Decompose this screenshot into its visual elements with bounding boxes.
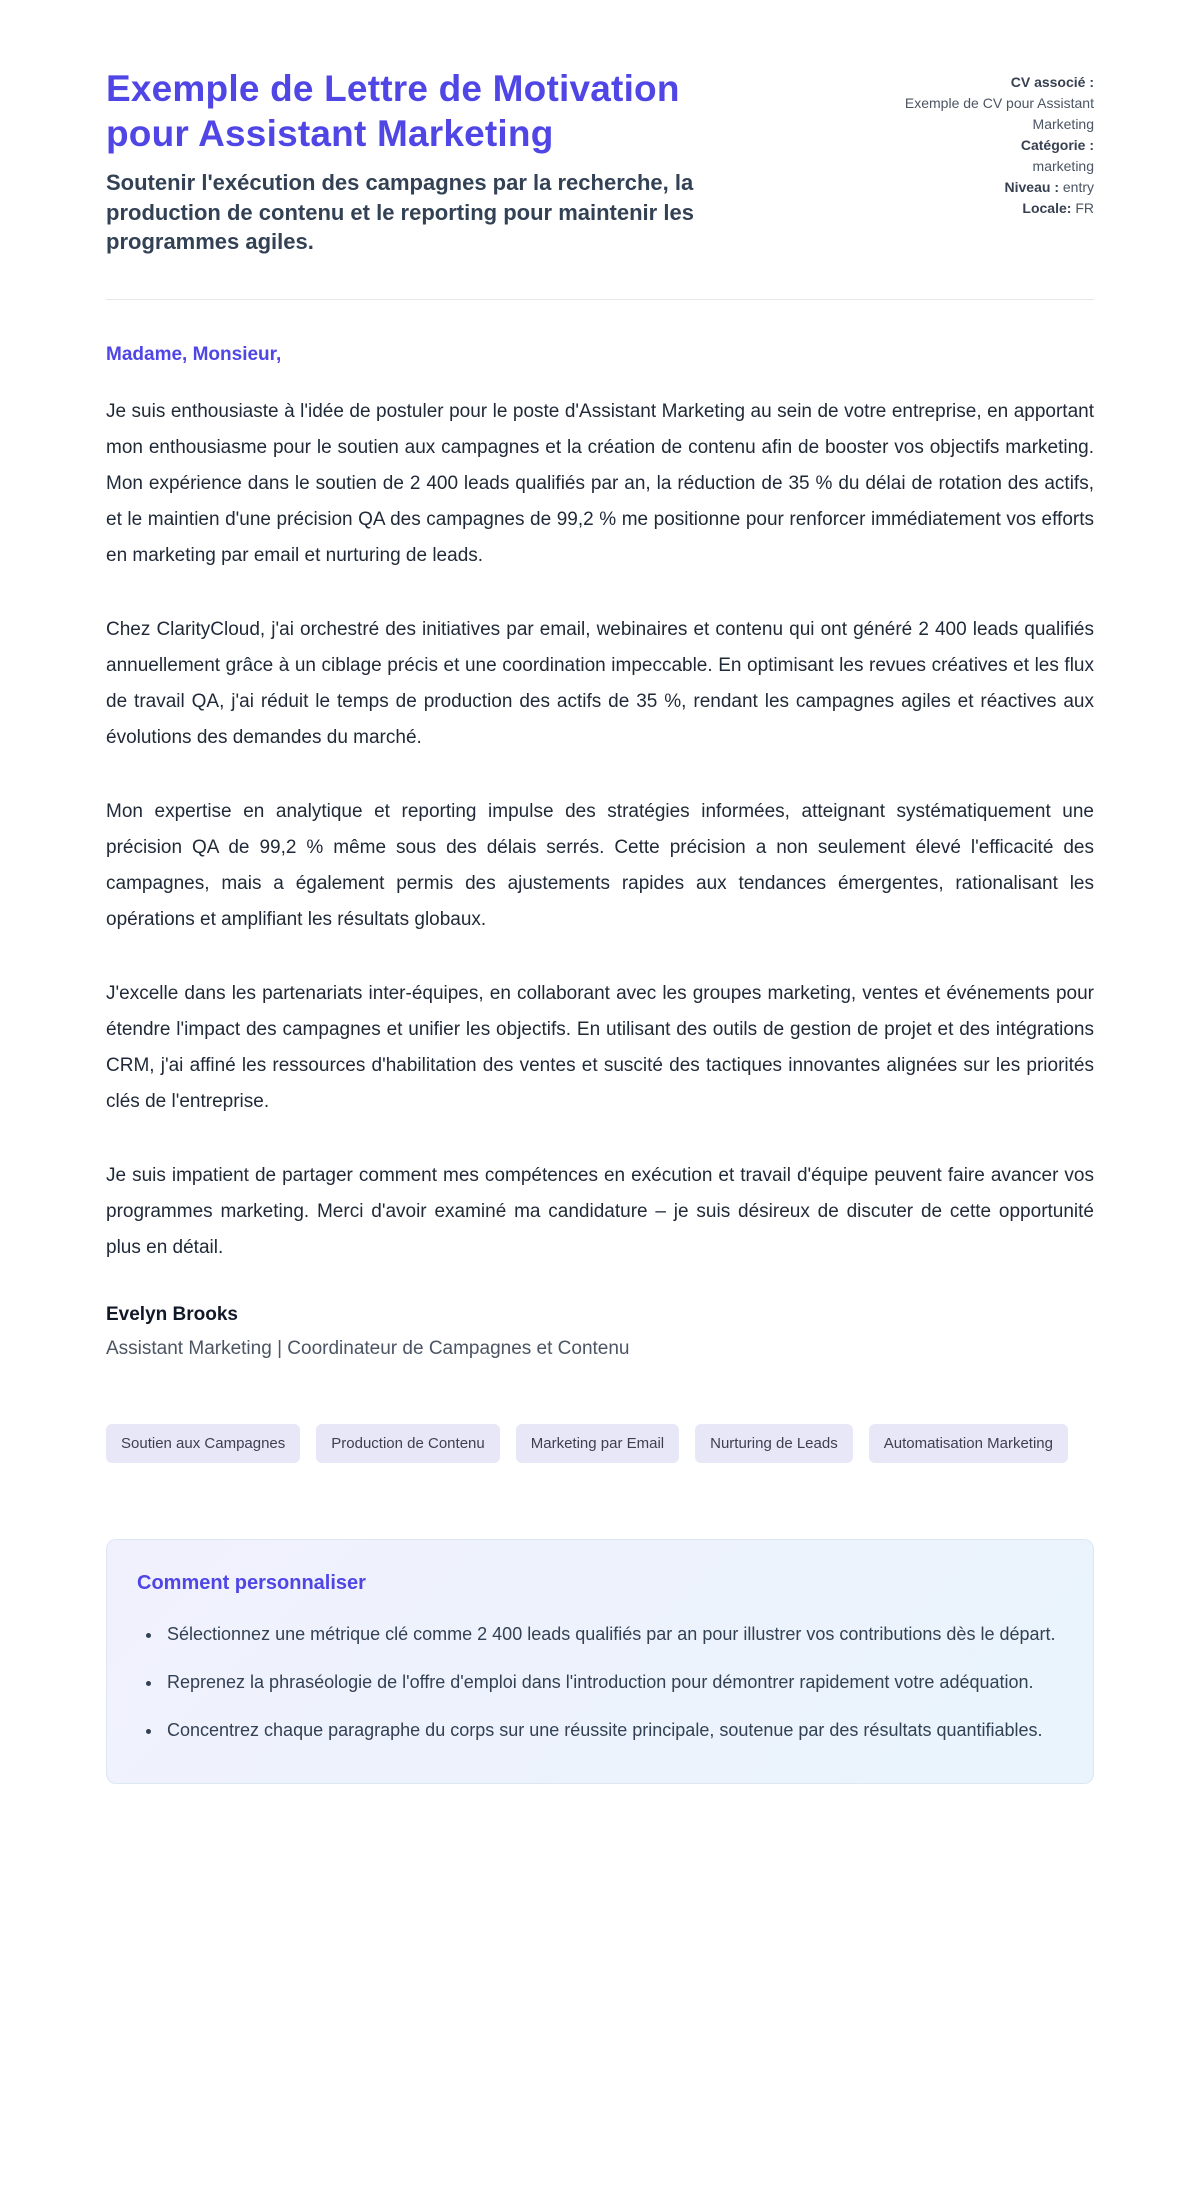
letter-body xyxy=(106,344,1094,1360)
meta-locale-value: FR xyxy=(1075,200,1094,216)
tips-title: Comment personnaliser xyxy=(137,1571,366,1594)
header-divider xyxy=(106,299,1094,300)
doc-header xyxy=(106,66,1094,257)
tag-lead-nurturing: Nurturing de Leads xyxy=(695,1424,853,1463)
tip-item-1: • Sélectionnez une métrique clé comme 2 400 leads qualifiés par an pour illustrer vos contributions dès le départ. xyxy=(163,1617,1063,1651)
tips-list xyxy=(137,1617,1063,1747)
header-main xyxy=(106,66,756,257)
tip-item-3: • Concentrez chaque paragraphe du corps sur une réussite principale, soutenue par des résultats quantifiables. xyxy=(163,1713,1063,1747)
tag-marketing-automation: Automatisation Marketing xyxy=(869,1424,1068,1463)
signature-role: Assistant Marketing | Coordinateur de Campagnes et Contenu xyxy=(106,1337,630,1359)
tag-list xyxy=(106,1424,1094,1463)
meta-category-label: Catégorie : xyxy=(1020,137,1094,153)
meta-panel xyxy=(904,66,1094,257)
salutation: Madame, Monsieur, xyxy=(106,343,282,365)
tag-campaign-support: Soutien aux Campagnes xyxy=(106,1424,300,1463)
tips-box xyxy=(106,1539,1094,1784)
signature-name: Evelyn Brooks xyxy=(106,1303,238,1325)
tag-email-marketing: Marketing par Email xyxy=(516,1424,679,1463)
tip-item-2: • Reprenez la phraséologie de l'offre d'emploi dans l'introduction pour démontrer rapidement votre adéquation. xyxy=(163,1665,1063,1699)
page-title: Exemple de Lettre de Motivation pour Assistant Marketing xyxy=(106,68,680,155)
meta-cv-value: Exemple de CV pour Assistant Marketing xyxy=(904,95,1094,132)
letter-paragraph-2: Chez ClarityCloud, j'ai orchestré des initiatives par email, webinaires et contenu qui ont généré 2 400 leads qualifiés annuellement grâce à un ciblage précis et une coordination impeccable. En optimisant les revues créatives et les flux de travail QA, j'ai réduit le temps de production des actifs de 35 %, rendant les campagnes agiles et réactives aux évolutions des demandes du marché. xyxy=(106,618,1094,748)
letter-paragraph-4: J'excelle dans les partenariats inter-équipes, en collaborant avec les groupes marketing, ventes et événements pour étendre l'impact des campagnes et unifier les objectifs. En utilisant des outils de gestion de projet et des intégrations CRM, j'ai affiné les ressources d'habilitation des ventes et suscité des tactiques innovantes alignées sur les priorités clés de l'entreprise. xyxy=(106,982,1094,1112)
page-container xyxy=(106,0,1094,1844)
meta-level-label: Niveau : xyxy=(1004,179,1059,195)
meta-category-value: marketing xyxy=(1032,158,1094,174)
letter-paragraph-5: Je suis impatient de partager comment mes compétences en exécution et travail d'équipe peuvent faire avancer vos programmes marketing. Merci d'avoir examiné ma candidature – je suis désireux de discuter de cette opportunité plus en détail. xyxy=(106,1164,1094,1258)
meta-locale-label: Locale: xyxy=(1022,200,1072,216)
tag-content-production: Production de Contenu xyxy=(316,1424,499,1463)
meta-level-value: entry xyxy=(1062,179,1094,195)
page-subtitle: Soutenir l'exécution des campagnes par la recherche, la production de contenu et le reporting pour maintenir les programmes agiles. xyxy=(106,170,694,255)
meta-level-row xyxy=(904,177,1094,198)
signature-block xyxy=(106,1304,1094,1360)
meta-locale-row xyxy=(904,198,1094,219)
letter-paragraph-1: Je suis enthousiaste à l'idée de postuler pour le poste d'Assistant Marketing au sein de votre entreprise, en apportant mon enthousiasme pour le soutien aux campagnes et la création de contenu afin de booster vos objectifs marketing. Mon expérience dans le soutien de 2 400 leads qualifiés par an, la réduction de 35 % du délai de rotation des actifs, et le maintien d'une précision QA des campagnes de 99,2 % me positionne pour renforcer immédiatement vos efforts en marketing par email et nurturing de leads. xyxy=(106,400,1094,566)
meta-cv-label: CV associé : xyxy=(1010,74,1094,90)
letter-paragraph-3: Mon expertise en analytique et reporting impulse des stratégies informées, atteignant systématiquement une précision QA de 99,2 % même sous des délais serrés. Cette précision a non seulement élevé l'efficacité des campagnes, mais a également permis des ajustements rapides aux tendances émergentes, rationalisant les opérations et amplifiant les résultats globaux. xyxy=(106,800,1094,930)
